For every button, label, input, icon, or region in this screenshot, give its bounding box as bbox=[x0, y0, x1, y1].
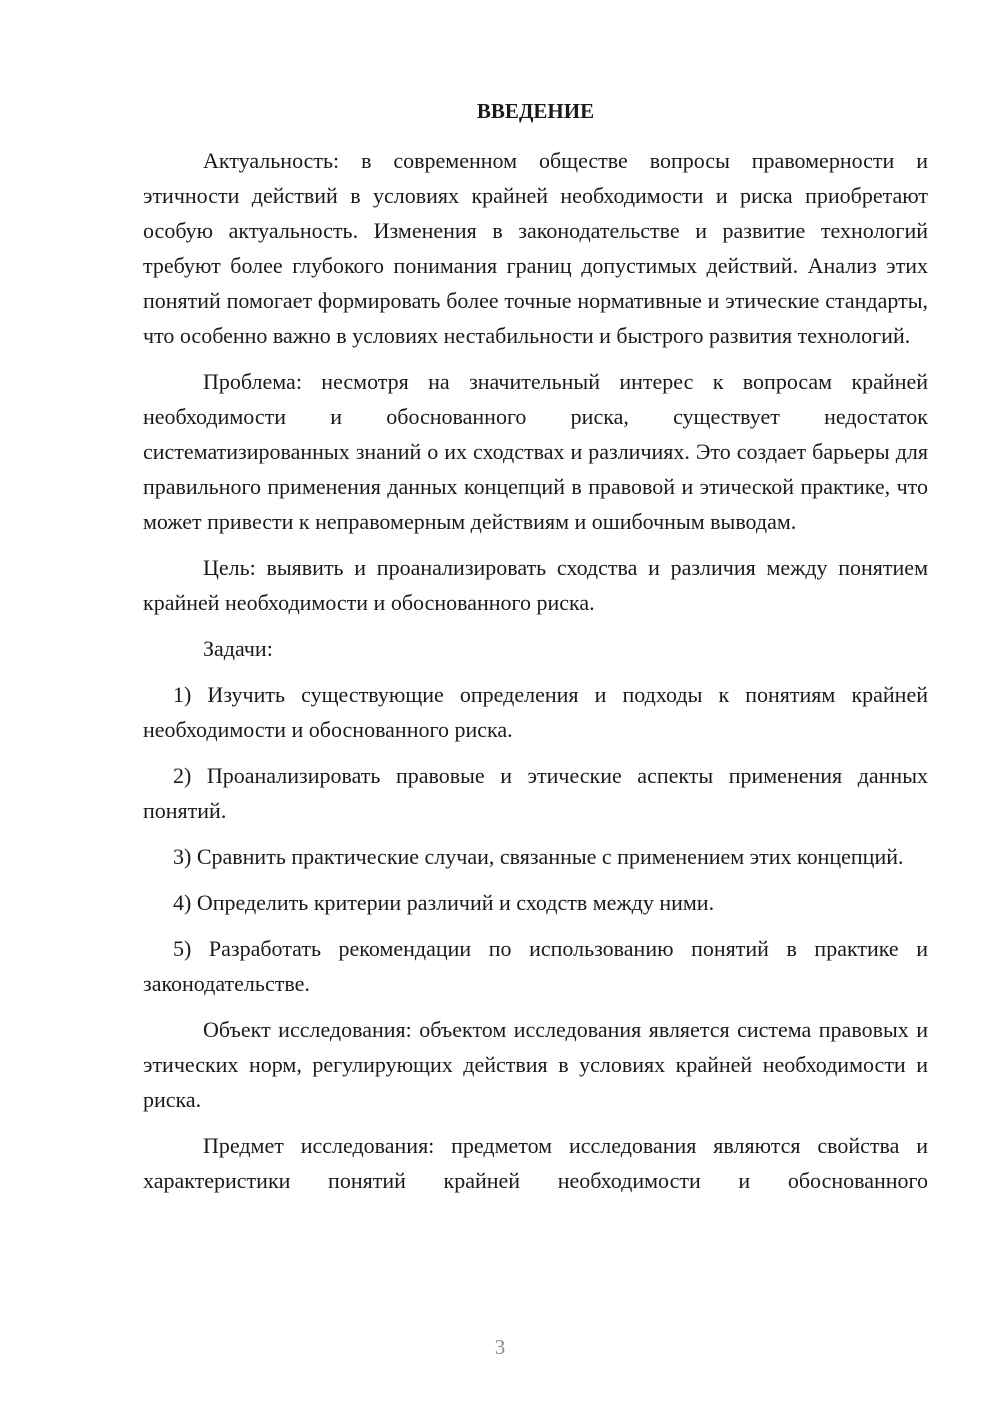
page-body bbox=[143, 143, 928, 1198]
research-subject-paragraph: Предмет исследования: предметом исследования являются свойства и характеристики понятий крайней необходимости и обоснованного bbox=[143, 1133, 928, 1193]
task-item-5: 5) Разработать рекомендации по использованию понятий в практике и законодательстве. bbox=[143, 936, 928, 996]
page-number: 3 bbox=[494, 1335, 506, 1359]
task-item-1: 1) Изучить существующие определения и подходы к понятиям крайней необходимости и обоснованного риска. bbox=[143, 682, 928, 742]
research-object-paragraph: Объект исследования: объектом исследования является система правовых и этических норм, регулирующих действия в условиях крайней необходимости и риска. bbox=[143, 1017, 928, 1112]
task-item-2: 2) Проанализировать правовые и этические аспекты применения данных понятий. bbox=[143, 763, 928, 823]
task-item-3: 3) Сравнить практические случаи, связанные с применением этих концепций. bbox=[173, 844, 904, 869]
goal-paragraph: Цель: выявить и проанализировать сходства и различия между понятием крайней необходимости и обоснованного риска. bbox=[143, 555, 928, 615]
problem-paragraph: Проблема: несмотря на значительный интерес к вопросам крайней необходимости и обоснованного риска, существует недостаток систематизированных знаний о их сходствах и различиях. Это создает барьеры для правильного применения данных концепций в правовой и этической практике, что может привести к неправомерным действиям и ошибочным выводам. bbox=[143, 369, 928, 534]
tasks-heading: Задачи: bbox=[203, 636, 273, 661]
section-title: ВВЕДЕНИЕ bbox=[476, 99, 595, 123]
task-item-4: 4) Определить критерии различий и сходств между ними. bbox=[173, 890, 715, 915]
relevance-paragraph: Актуальность: в современном обществе вопросы правомерности и этичности действий в условиях крайней необходимости и риска приобретают особую актуальность. Изменения в законодательстве и развитие технологий требуют более глубокого понимания границ допустимых действий. Анализ этих понятий помогает формировать более точные нормативные и этические стандарты, что особенно важно в условиях нестабильности и быстрого развития технологий. bbox=[143, 148, 928, 348]
